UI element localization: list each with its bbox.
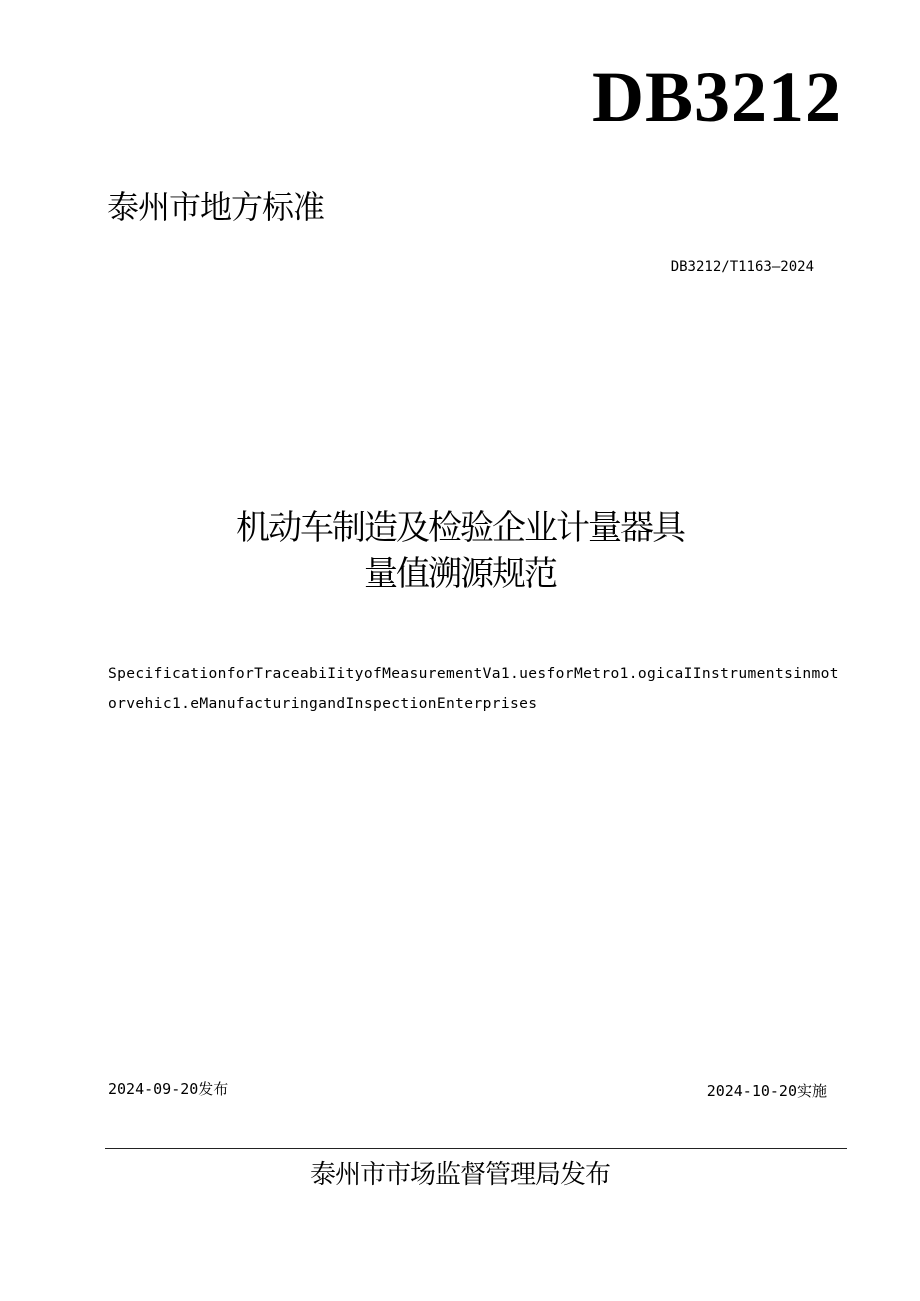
title-line-1: 机动车制造及检验企业计量器具 (236, 508, 684, 548)
title-line-2: 量值溯源规范 (364, 554, 556, 594)
divider-line (105, 1148, 847, 1149)
standard-number: DB3212/T1163—2024 (670, 259, 814, 275)
implementation-date: 2024-10-20实施 (706, 1082, 827, 1100)
standard-type: 泰州市地方标准 (107, 188, 325, 226)
english-title: SpecificationforTraceabiIityofMeasurementVa1.uesforMetro1.ogicaIInstrumentsinmotorvehic1.eManufacturingandInspectionEnterprises (108, 665, 839, 712)
issue-date: 2024-09-20发布 (108, 1080, 229, 1098)
document-title (0, 505, 920, 597)
publisher: 泰州市市场监督管理局发布 (309, 1160, 610, 1190)
standard-code: DB3212 (591, 57, 842, 137)
